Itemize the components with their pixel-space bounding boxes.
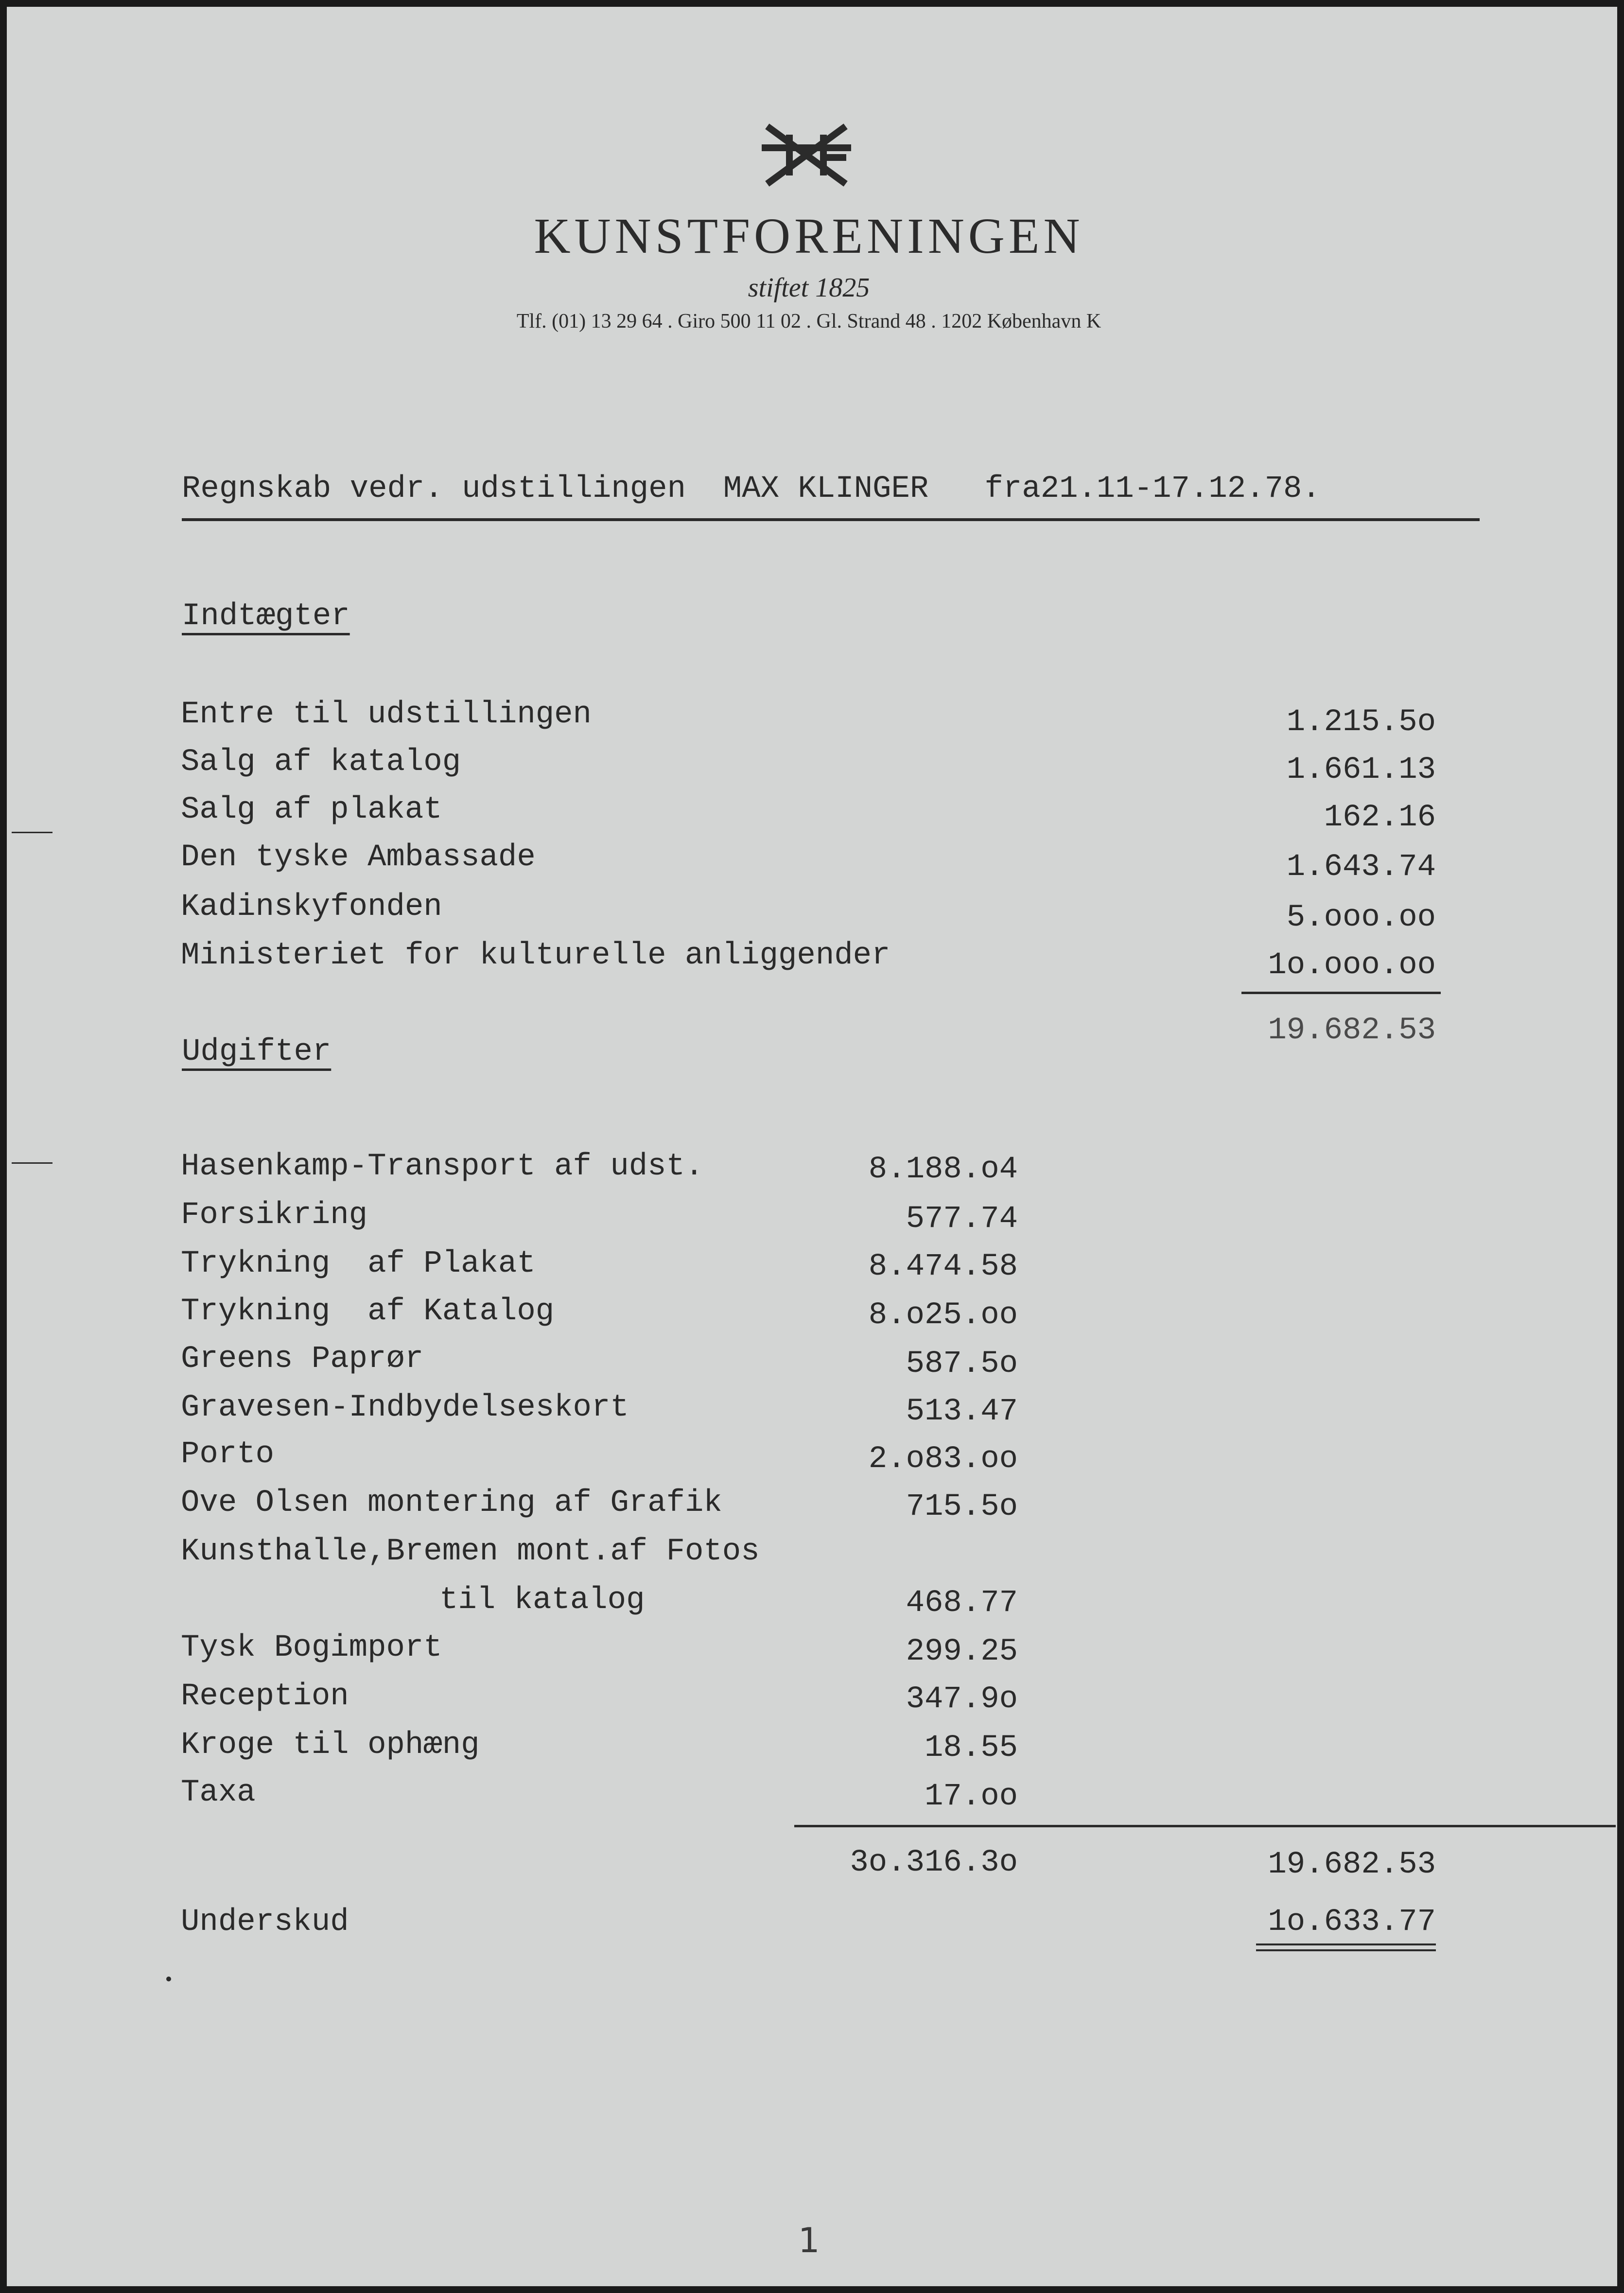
deficit-double-rule-bottom <box>1256 1949 1436 1951</box>
expense-row-amount: 468.77 <box>906 1586 1018 1621</box>
expense-row-label: Porto <box>181 1437 275 1472</box>
expense-row-amount: 299.25 <box>906 1634 1018 1669</box>
expense-row-label: Tysk Bogimport <box>181 1630 442 1665</box>
deficit-amount: 1o.633.77 <box>1268 1905 1436 1940</box>
expense-row-label: Taxa <box>181 1775 256 1810</box>
deficit-label: Underskud <box>181 1905 349 1940</box>
expense-row-label: Kunsthalle,Bremen mont.af Fotos <box>181 1534 760 1569</box>
income-row-amount: 1.215.5o <box>1286 705 1436 740</box>
expense-row-amount: 513.47 <box>906 1394 1018 1429</box>
income-row-amount: 1o.ooo.oo <box>1268 948 1436 983</box>
expense-row-amount: 577.74 <box>906 1202 1018 1237</box>
income-row-amount: 5.ooo.oo <box>1286 900 1436 935</box>
income-total-carried: 19.682.53 <box>1268 1847 1436 1882</box>
expense-row-amount: 715.5o <box>906 1489 1018 1524</box>
org-contact: Tlf. (01) 13 29 64 . Giro 500 11 02 . Gl. Strand 48 . 1202 København K <box>516 310 1101 333</box>
expenses-total: 3o.316.3o <box>850 1845 1018 1880</box>
expense-row-label: Kroge til ophæng <box>181 1728 480 1763</box>
income-row-label: Ministeriet for kulturelle anliggender <box>181 938 891 973</box>
stray-dot <box>166 1977 171 1981</box>
income-heading: Indtægter <box>182 599 350 634</box>
income-row-amount: 1.661.13 <box>1286 753 1436 788</box>
expense-row-label: Ove Olsen montering af Grafik <box>181 1486 722 1521</box>
org-founded: stiftet 1825 <box>748 273 870 303</box>
page-number: 1 <box>798 2221 820 2260</box>
statement-title: Regnskab vedr. udstillingen MAX KLINGER fra21.11-17.12.78. <box>182 472 1321 507</box>
income-row-label: Entre til udstillingen <box>181 697 592 732</box>
expense-row-label: Greens Paprør <box>181 1342 424 1377</box>
expense-row-amount: 2.o83.oo <box>868 1442 1018 1477</box>
income-total: 19.682.53 <box>1268 1013 1436 1048</box>
expense-row-amount: 8.188.o4 <box>868 1152 1018 1187</box>
expense-row-amount: 8.474.58 <box>868 1249 1018 1284</box>
margin-mark <box>12 1162 52 1164</box>
document-page <box>7 7 1617 2286</box>
kf-monogram-logo <box>760 119 853 192</box>
margin-mark <box>12 832 52 833</box>
expense-row-label: Gravesen-Indbydelseskort <box>181 1390 629 1425</box>
expense-row-label: Reception <box>181 1679 349 1714</box>
expenses-heading: Udgifter <box>182 1034 332 1069</box>
income-row-label: Den tyske Ambassade <box>181 840 536 875</box>
expenses-sum-rule <box>794 1825 1616 1827</box>
expense-row-amount: 17.oo <box>924 1779 1018 1814</box>
expense-row-label: Trykning af Katalog <box>181 1294 555 1329</box>
org-name: KUNSTFORENINGEN <box>534 208 1084 264</box>
income-row-label: Salg af katalog <box>181 745 461 780</box>
expense-row-amount: 8.o25.oo <box>868 1298 1018 1333</box>
expense-row-amount: 18.55 <box>924 1731 1018 1766</box>
expense-row-label: Trykning af Plakat <box>181 1246 536 1281</box>
title-rule <box>182 518 1480 521</box>
income-row-amount: 1.643.74 <box>1286 850 1436 885</box>
income-row-amount: 162.16 <box>1324 800 1436 835</box>
expense-row-amount: 347.9o <box>906 1682 1018 1717</box>
expense-row-amount: 587.5o <box>906 1347 1018 1382</box>
income-sum-rule <box>1241 992 1441 994</box>
expense-row-label: Hasenkamp-Transport af udst. <box>181 1149 704 1184</box>
expense-row-label: Forsikring <box>181 1198 368 1233</box>
deficit-double-rule-top <box>1256 1943 1436 1945</box>
income-row-label: Kadinskyfonden <box>181 890 442 925</box>
income-row-label: Salg af plakat <box>181 792 442 827</box>
expense-row-label: til katalog <box>439 1583 645 1618</box>
